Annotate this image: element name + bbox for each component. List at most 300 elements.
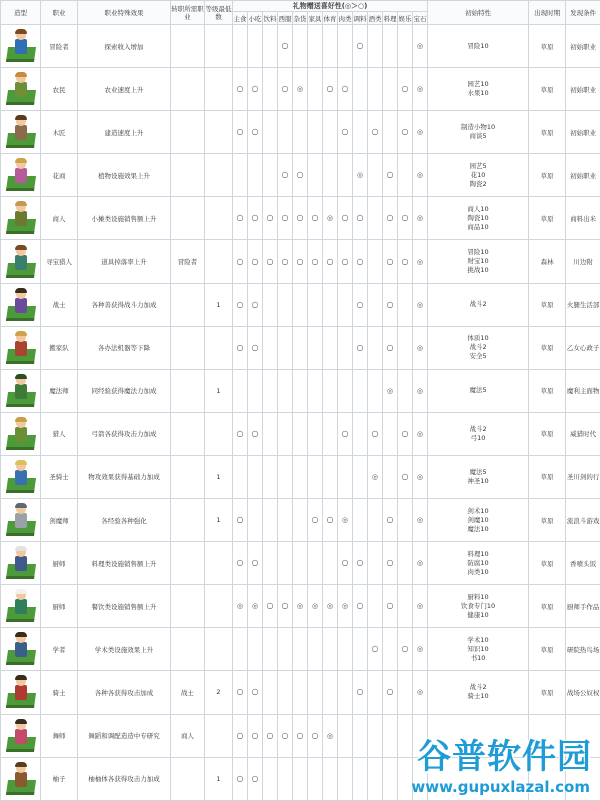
circle-icon: ○	[252, 301, 259, 309]
circle-icon: ○	[342, 128, 349, 136]
gift-mark	[293, 240, 308, 283]
job-name: 农民	[41, 68, 78, 111]
gift-mark	[338, 714, 353, 757]
circle-icon: ○	[387, 171, 394, 179]
circle-icon: ○	[252, 688, 259, 696]
table-row	[1, 283, 600, 326]
gift-mark	[413, 455, 428, 498]
gift-mark	[293, 197, 308, 240]
gift-mark	[383, 628, 398, 671]
character-portrait-icon	[6, 28, 36, 64]
circle-icon: ○	[357, 559, 364, 567]
gift-mark	[308, 369, 323, 412]
portrait-cell	[1, 499, 41, 542]
job-effect: 柚柚体各获得攻击力加成	[78, 757, 171, 800]
circle-icon: ○	[267, 602, 274, 610]
gift-mark	[263, 455, 278, 498]
gift-mark	[383, 714, 398, 757]
gift-mark	[233, 154, 248, 197]
job-name: 寻宝猎人	[41, 240, 78, 283]
job-traits: 剑术10 剑魔10 魔法10	[428, 499, 529, 542]
header-gift-col: 肉类	[338, 12, 353, 25]
gift-mark	[293, 369, 308, 412]
job-prereq	[171, 455, 205, 498]
gift-mark	[308, 283, 323, 326]
gift-mark	[368, 628, 383, 671]
double-circle-icon: ◎	[297, 85, 303, 93]
gift-mark	[248, 628, 263, 671]
gift-mark	[398, 585, 413, 628]
gift-mark	[413, 412, 428, 455]
table-row	[1, 326, 600, 369]
circle-icon: ○	[252, 430, 259, 438]
job-condition: 流浪斗游戏	[566, 499, 600, 542]
watermark-url: www.gupuxlazal.com	[411, 778, 590, 796]
gift-mark	[413, 369, 428, 412]
circle-icon: ○	[372, 645, 379, 653]
gift-mark	[323, 499, 338, 542]
gift-mark	[263, 283, 278, 326]
gift-mark	[323, 68, 338, 111]
job-rank	[205, 197, 233, 240]
gift-mark	[323, 154, 338, 197]
job-rank	[205, 628, 233, 671]
gift-mark	[383, 369, 398, 412]
header-gift-col: 料理	[383, 12, 398, 25]
gift-mark	[293, 628, 308, 671]
job-effect: 舞蹈和调配造造中专研究	[78, 714, 171, 757]
gift-mark	[263, 542, 278, 585]
header-gift-col: 西服	[278, 12, 293, 25]
job-name: 厨师	[41, 585, 78, 628]
gift-mark	[383, 542, 398, 585]
gift-mark	[368, 326, 383, 369]
gift-mark	[263, 240, 278, 283]
circle-icon: ○	[282, 171, 289, 179]
job-name: 骑士	[41, 671, 78, 714]
gift-mark	[278, 326, 293, 369]
gift-mark	[248, 326, 263, 369]
gift-mark	[248, 111, 263, 154]
circle-icon: ○	[342, 430, 349, 438]
job-effect: 各经验各种强化	[78, 499, 171, 542]
gift-mark	[383, 283, 398, 326]
gift-mark	[278, 455, 293, 498]
gift-mark	[278, 757, 293, 800]
gift-mark	[278, 499, 293, 542]
job-name: 战士	[41, 283, 78, 326]
gift-mark	[338, 455, 353, 498]
gift-mark	[323, 326, 338, 369]
character-portrait-icon	[6, 459, 36, 495]
job-rank	[205, 68, 233, 111]
job-name: 魔法师	[41, 369, 78, 412]
character-portrait-icon	[6, 545, 36, 581]
job-location: 草原	[529, 671, 566, 714]
gift-mark	[383, 326, 398, 369]
double-circle-icon: ◎	[342, 602, 348, 610]
gift-mark	[293, 25, 308, 68]
job-condition: 研院热鸟场	[566, 628, 600, 671]
gift-mark	[323, 369, 338, 412]
gift-mark	[338, 111, 353, 154]
job-prereq	[171, 326, 205, 369]
job-name: 舞师	[41, 714, 78, 757]
header-condition: 发现条件	[566, 1, 600, 25]
character-portrait-icon	[6, 373, 36, 409]
job-traits: 魔法5	[428, 369, 529, 412]
gift-mark	[338, 283, 353, 326]
gift-mark	[338, 585, 353, 628]
gift-mark	[233, 714, 248, 757]
gift-mark	[323, 757, 338, 800]
portrait-cell	[1, 240, 41, 283]
circle-icon: ○	[237, 85, 244, 93]
gift-mark	[233, 671, 248, 714]
gift-mark	[383, 585, 398, 628]
gift-mark	[338, 154, 353, 197]
table-row	[1, 542, 600, 585]
gift-mark	[293, 68, 308, 111]
gift-mark	[248, 369, 263, 412]
portrait-cell	[1, 283, 41, 326]
double-circle-icon: ◎	[327, 214, 333, 222]
gift-mark	[293, 283, 308, 326]
character-portrait-icon	[6, 588, 36, 624]
job-location: 森林	[529, 240, 566, 283]
gift-mark	[233, 369, 248, 412]
gift-mark	[308, 585, 323, 628]
gift-mark	[368, 671, 383, 714]
circle-icon: ○	[297, 171, 304, 179]
gift-mark	[353, 111, 368, 154]
double-circle-icon: ◎	[417, 171, 423, 179]
character-portrait-icon	[6, 330, 36, 366]
header-job: 职业	[41, 1, 78, 25]
gift-mark	[368, 542, 383, 585]
circle-icon: ○	[372, 128, 379, 136]
portrait-cell	[1, 542, 41, 585]
job-prereq	[171, 542, 205, 585]
gift-mark	[368, 757, 383, 800]
job-location: 草原	[529, 197, 566, 240]
circle-icon: ○	[282, 602, 289, 610]
job-traits: 战斗2 弓10	[428, 412, 529, 455]
character-portrait-icon	[6, 114, 36, 150]
gift-mark	[308, 240, 323, 283]
circle-icon: ○	[237, 430, 244, 438]
job-rank	[205, 326, 233, 369]
circle-icon: ○	[312, 732, 319, 740]
portrait-cell	[1, 757, 41, 800]
job-effect: 农业速度上升	[78, 68, 171, 111]
gift-mark	[353, 197, 368, 240]
header-rank: 等级最低数	[205, 1, 233, 25]
header-gift-col: 娱乐	[398, 12, 413, 25]
circle-icon: ○	[387, 602, 394, 610]
job-condition: 魔利主面物	[566, 369, 600, 412]
gift-mark	[383, 671, 398, 714]
gift-mark	[398, 154, 413, 197]
job-prereq: 冒险者	[171, 240, 205, 283]
double-circle-icon: ◎	[327, 732, 333, 740]
job-condition: 厨师手作品	[566, 585, 600, 628]
table-row	[1, 671, 600, 714]
gift-mark	[278, 585, 293, 628]
double-circle-icon: ◎	[372, 473, 378, 481]
gift-mark	[383, 499, 398, 542]
circle-icon: ○	[267, 214, 274, 222]
job-name: 木匠	[41, 111, 78, 154]
gift-mark	[323, 25, 338, 68]
circle-icon: ○	[402, 645, 409, 653]
job-effect: 各种各获得攻击加成	[78, 671, 171, 714]
job-prereq	[171, 369, 205, 412]
gift-mark	[398, 757, 413, 800]
gift-mark	[398, 671, 413, 714]
header-gift-col: 小吃	[248, 12, 263, 25]
circle-icon: ○	[342, 214, 349, 222]
double-circle-icon: ◎	[417, 473, 423, 481]
gift-mark	[413, 542, 428, 585]
double-circle-icon: ◎	[312, 602, 318, 610]
job-location: 草原	[529, 369, 566, 412]
character-portrait-icon	[6, 631, 36, 667]
gift-mark	[293, 542, 308, 585]
gift-mark	[383, 111, 398, 154]
job-location: 草原	[529, 542, 566, 585]
job-effect: 同经验获得魔法力加成	[78, 369, 171, 412]
job-prereq: 战士	[171, 671, 205, 714]
job-condition: 川边附	[566, 240, 600, 283]
job-location: 草原	[529, 412, 566, 455]
circle-icon: ○	[237, 732, 244, 740]
gift-mark	[413, 585, 428, 628]
job-traits: 冒险10	[428, 25, 529, 68]
circle-icon: ○	[312, 258, 319, 266]
gift-mark	[368, 68, 383, 111]
gift-mark	[323, 542, 338, 585]
gift-mark	[233, 542, 248, 585]
gift-mark	[293, 499, 308, 542]
job-condition: 初始职业	[566, 154, 600, 197]
double-circle-icon: ◎	[417, 602, 423, 610]
gift-mark	[233, 197, 248, 240]
job-rank: 1	[205, 455, 233, 498]
circle-icon: ○	[402, 473, 409, 481]
job-location: 草原	[529, 283, 566, 326]
gift-mark	[353, 542, 368, 585]
gift-mark	[398, 628, 413, 671]
header-prereq: 转职所需职业	[171, 1, 205, 25]
job-prereq	[171, 585, 205, 628]
gift-mark	[368, 154, 383, 197]
circle-icon: ○	[252, 775, 259, 783]
job-location: 草原	[529, 628, 566, 671]
gift-mark	[323, 628, 338, 671]
header-gift-col: 主食	[233, 12, 248, 25]
gift-mark	[308, 671, 323, 714]
header-traits: 初始特性	[428, 1, 529, 25]
circle-icon: ○	[252, 258, 259, 266]
circle-icon: ○	[402, 430, 409, 438]
gift-mark	[293, 111, 308, 154]
gift-mark	[278, 25, 293, 68]
circle-icon: ○	[342, 258, 349, 266]
circle-icon: ○	[357, 214, 364, 222]
gift-mark	[278, 111, 293, 154]
gift-mark	[398, 25, 413, 68]
job-location: 草原	[529, 154, 566, 197]
circle-icon: ○	[402, 85, 409, 93]
gift-mark	[413, 671, 428, 714]
job-condition: 火腿生活部	[566, 283, 600, 326]
gift-mark	[263, 25, 278, 68]
circle-icon: ○	[387, 559, 394, 567]
gift-mark	[233, 240, 248, 283]
character-portrait-icon	[6, 416, 36, 452]
gift-mark	[353, 25, 368, 68]
gift-mark	[338, 197, 353, 240]
gift-mark	[368, 585, 383, 628]
job-prereq	[171, 757, 205, 800]
gift-mark	[308, 628, 323, 671]
circle-icon: ○	[282, 732, 289, 740]
circle-icon: ○	[252, 559, 259, 567]
job-name: 剑魔师	[41, 499, 78, 542]
circle-icon: ○	[387, 688, 394, 696]
gift-mark	[248, 240, 263, 283]
gift-mark	[278, 240, 293, 283]
gift-mark	[383, 455, 398, 498]
gift-mark	[308, 25, 323, 68]
job-location: 草原	[529, 455, 566, 498]
job-traits: 园艺5 花10 陶瓷2	[428, 154, 529, 197]
gift-mark	[383, 757, 398, 800]
character-portrait-icon	[6, 718, 36, 754]
job-rank: 1	[205, 369, 233, 412]
job-prereq	[171, 154, 205, 197]
job-rank	[205, 154, 233, 197]
gift-mark	[413, 326, 428, 369]
gift-mark	[248, 455, 263, 498]
gift-mark	[308, 499, 323, 542]
circle-icon: ○	[312, 214, 319, 222]
circle-icon: ○	[237, 516, 244, 524]
gift-mark	[353, 671, 368, 714]
gift-mark	[368, 25, 383, 68]
circle-icon: ○	[237, 344, 244, 352]
gift-mark	[293, 154, 308, 197]
gift-mark	[278, 68, 293, 111]
table-row	[1, 499, 600, 542]
circle-icon: ○	[237, 688, 244, 696]
gift-mark	[308, 197, 323, 240]
portrait-cell	[1, 197, 41, 240]
gift-mark	[413, 628, 428, 671]
header-gift-col: 杂货	[293, 12, 308, 25]
gift-mark	[263, 628, 278, 671]
gift-mark	[413, 499, 428, 542]
job-traits: 体质10 战斗2 安全5	[428, 326, 529, 369]
gift-mark	[263, 154, 278, 197]
gift-mark	[353, 499, 368, 542]
job-prereq	[171, 628, 205, 671]
double-circle-icon: ◎	[417, 344, 423, 352]
gift-mark	[323, 240, 338, 283]
gift-mark	[263, 412, 278, 455]
gift-mark	[383, 68, 398, 111]
job-name: 学者	[41, 628, 78, 671]
job-condition: 初始职业	[566, 111, 600, 154]
job-rank	[205, 240, 233, 283]
gift-mark	[248, 542, 263, 585]
table-row	[1, 111, 600, 154]
job-location: 草原	[529, 111, 566, 154]
circle-icon: ○	[402, 214, 409, 222]
gift-mark	[338, 671, 353, 714]
job-condition: 战场公奴权	[566, 671, 600, 714]
double-circle-icon: ◎	[327, 602, 333, 610]
header-gift-col: 饮料	[263, 12, 278, 25]
double-circle-icon: ◎	[417, 387, 423, 395]
gift-mark	[278, 283, 293, 326]
double-circle-icon: ◎	[417, 85, 423, 93]
table-row	[1, 628, 600, 671]
circle-icon: ○	[357, 344, 364, 352]
double-circle-icon: ◎	[237, 602, 243, 610]
portrait-cell	[1, 671, 41, 714]
circle-icon: ○	[312, 516, 319, 524]
circle-icon: ○	[252, 214, 259, 222]
double-circle-icon: ◎	[342, 516, 348, 524]
job-name: 花商	[41, 154, 78, 197]
job-name: 猎人	[41, 412, 78, 455]
gift-mark	[308, 326, 323, 369]
job-traits: 商人10 陶瓷10 商品10	[428, 197, 529, 240]
gift-mark	[353, 68, 368, 111]
gift-mark	[323, 671, 338, 714]
gift-mark	[413, 283, 428, 326]
double-circle-icon: ◎	[417, 516, 423, 524]
gift-mark	[278, 197, 293, 240]
circle-icon: ○	[387, 344, 394, 352]
gift-mark	[398, 326, 413, 369]
gift-mark	[293, 757, 308, 800]
job-condition: 初始职业	[566, 68, 600, 111]
circle-icon: ○	[327, 85, 334, 93]
watermark-brand: 谷普软件园	[417, 729, 592, 778]
gift-mark	[263, 326, 278, 369]
gift-mark	[323, 412, 338, 455]
gift-mark	[383, 154, 398, 197]
job-condition: 初始职业	[566, 25, 600, 68]
gift-mark	[398, 197, 413, 240]
gift-mark	[248, 585, 263, 628]
gift-mark	[368, 369, 383, 412]
gift-mark	[353, 369, 368, 412]
gift-mark	[263, 369, 278, 412]
circle-icon: ○	[282, 85, 289, 93]
circle-icon: ○	[237, 258, 244, 266]
gift-mark	[233, 585, 248, 628]
double-circle-icon: ◎	[417, 214, 423, 222]
gift-mark	[383, 412, 398, 455]
gift-mark	[308, 68, 323, 111]
gift-mark	[383, 240, 398, 283]
job-prereq: 商人	[171, 714, 205, 757]
job-rank	[205, 412, 233, 455]
